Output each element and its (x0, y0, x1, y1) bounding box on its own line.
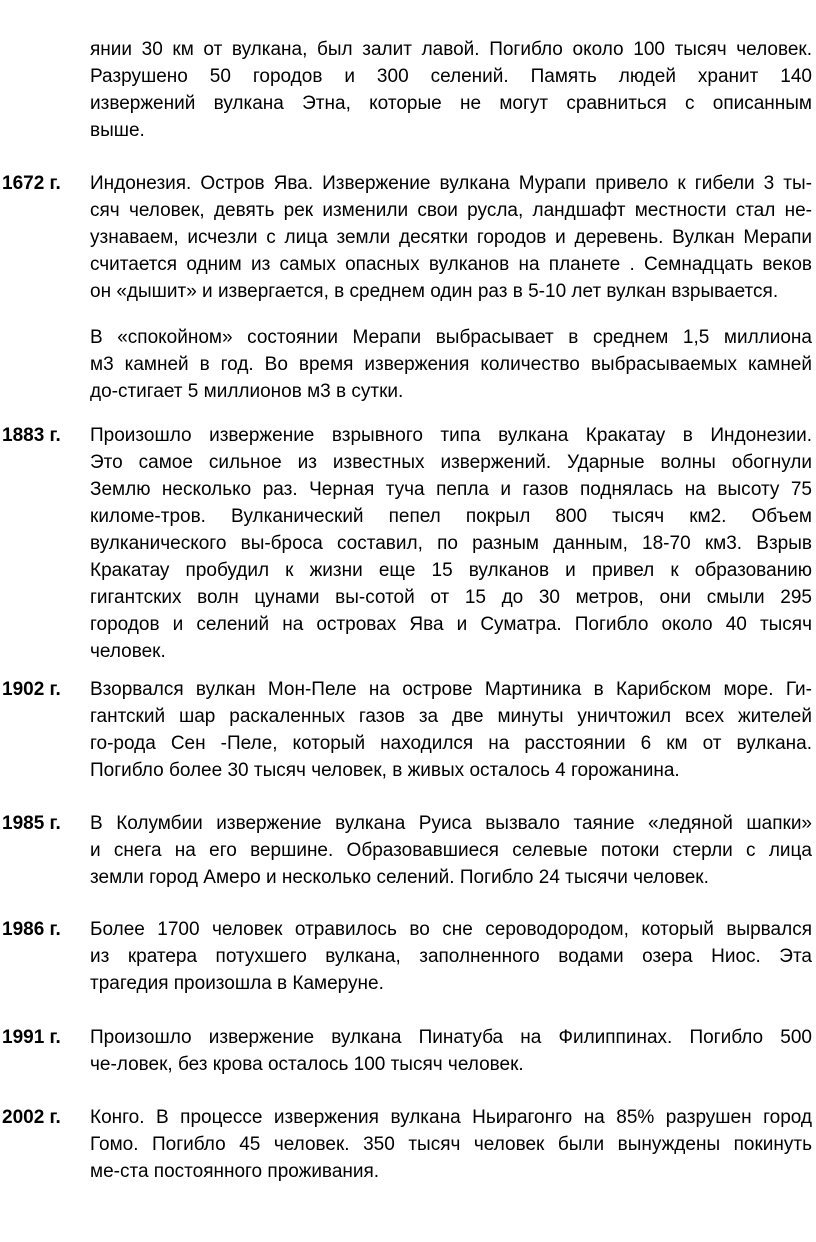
entry-paragraph (90, 422, 812, 665)
text-line: В «спокойном» состоянии Мерапи выбрасывает в среднем 1,5 миллиона (90, 327, 812, 348)
text-line: выше. (90, 120, 145, 141)
text-line: м3 камней в год. Во время извержения количество выбрасываемых камней (90, 354, 812, 375)
text-line: Кракатау пробудил к жизни еще 15 вулканов и привел к образованию (90, 560, 812, 581)
intro-paragraph (90, 36, 812, 144)
text-line: че-ловек, без крова осталось 100 тысяч человек. (90, 1054, 524, 1075)
text-line: Индонезия. Остров Ява. Извержение вулкана Мурапи привело к гибели 3 ты- (90, 173, 812, 194)
year-label: 1986 г. (2, 919, 61, 940)
text-line: сяч человек, девять рек изменили свои русла, ландшафт местности стал не- (90, 200, 812, 221)
text-line: Гомо. Погибло 45 человек. 350 тысяч человек были вынуждены покинуть (90, 1134, 812, 1155)
text-line: В Колумбии извержение вулкана Руиса вызвало таяние «ледяной шапки» (90, 813, 812, 834)
entry-paragraph (90, 810, 812, 891)
entry-paragraph (90, 170, 812, 305)
text-line: земли город Амеро и несколько селений. Погибло 24 тысячи человек. (90, 867, 709, 888)
year-label: 1902 г. (2, 679, 61, 700)
text-line: считается одним из самых опасных вулканов на планете . Семнадцать веков (90, 254, 812, 275)
text-line: Произошло извержение вулкана Пинатуба на Филиппинах. Погибло 500 (90, 1027, 812, 1048)
year-label: 1672 г. (2, 173, 61, 194)
text-line: человек. (90, 641, 166, 662)
year-label: 1991 г. (2, 1027, 61, 1048)
text-line: ме-ста постоянного проживания. (90, 1161, 380, 1182)
text-line: гантский шар раскаленных газов за две минуты уничтожил всех жителей (90, 706, 812, 727)
text-line: Взорвался вулкан Мон-Пеле на острове Мартиника в Карибском море. Ги- (90, 679, 812, 700)
text-line: Разрушено 50 городов и 300 селений. Память людей хранит 140 (90, 66, 812, 87)
text-line: киломе-тров. Вулканический пепел покрыл 800 тысяч км2. Объем (90, 506, 812, 527)
text-line: вулканического вы-броса составил, по разным данным, 18-70 км3. Взрыв (90, 533, 812, 554)
text-line: гигантских волн цунами вы-сотой от 15 до 30 метров, они смыли 295 (90, 587, 812, 608)
text-line: янии 30 км от вулкана, был залит лавой. Погибло около 100 тысяч человек. (90, 39, 812, 60)
text-line: Произошло извержение взрывного типа вулкана Кракатау в Индонезии. (90, 425, 812, 446)
text-line: он «дышит» и извергается, в среднем один раз в 5-10 лет вулкан взрывается. (90, 281, 779, 302)
text-line: Конго. В процессе извержения вулкана Ньирагонго на 85% разрушен город (90, 1107, 812, 1128)
text-line: из кратера потухшего вулкана, заполненного водами озера Ниос. Эта (90, 946, 812, 967)
entry-paragraph (90, 1104, 812, 1185)
text-line: извержений вулкана Этна, которые не могут сравниться с описанным (90, 93, 812, 114)
text-line: трагедия произошла в Камеруне. (90, 973, 384, 994)
entry-paragraph (90, 676, 812, 784)
text-line: Погибло более 30 тысяч человек, в живых осталось 4 горожанина. (90, 760, 680, 781)
text-line: Это самое сильное из известных извержений. Ударные волны обогнули (90, 452, 812, 473)
text-line: узнаваем, исчезли с лица земли десятки городов и деревень. Вулкан Мерапи (90, 227, 812, 248)
year-label: 2002 г. (2, 1107, 61, 1128)
text-line: и снега на его вершине. Образовавшиеся селевые потоки стерли с лица (90, 840, 812, 861)
text-line: городов и селений на островах Ява и Суматра. Погибло около 40 тысяч (90, 614, 812, 635)
text-line: Более 1700 человек отравилось во сне сероводородом, который вырвался (90, 919, 812, 940)
entry-paragraph-continued (90, 324, 812, 405)
entry-paragraph (90, 916, 812, 997)
text-line: го-рода Сен -Пеле, который находился на расстоянии 6 км от вулкана. (90, 733, 812, 754)
text-line: Землю несколько раз. Черная туча пепла и газов поднялась на высоту 75 (90, 479, 812, 500)
year-label: 1883 г. (2, 425, 61, 446)
text-line: до-стигает 5 миллионов м3 в сутки. (90, 381, 404, 402)
entry-paragraph (90, 1024, 812, 1078)
year-label: 1985 г. (2, 813, 61, 834)
